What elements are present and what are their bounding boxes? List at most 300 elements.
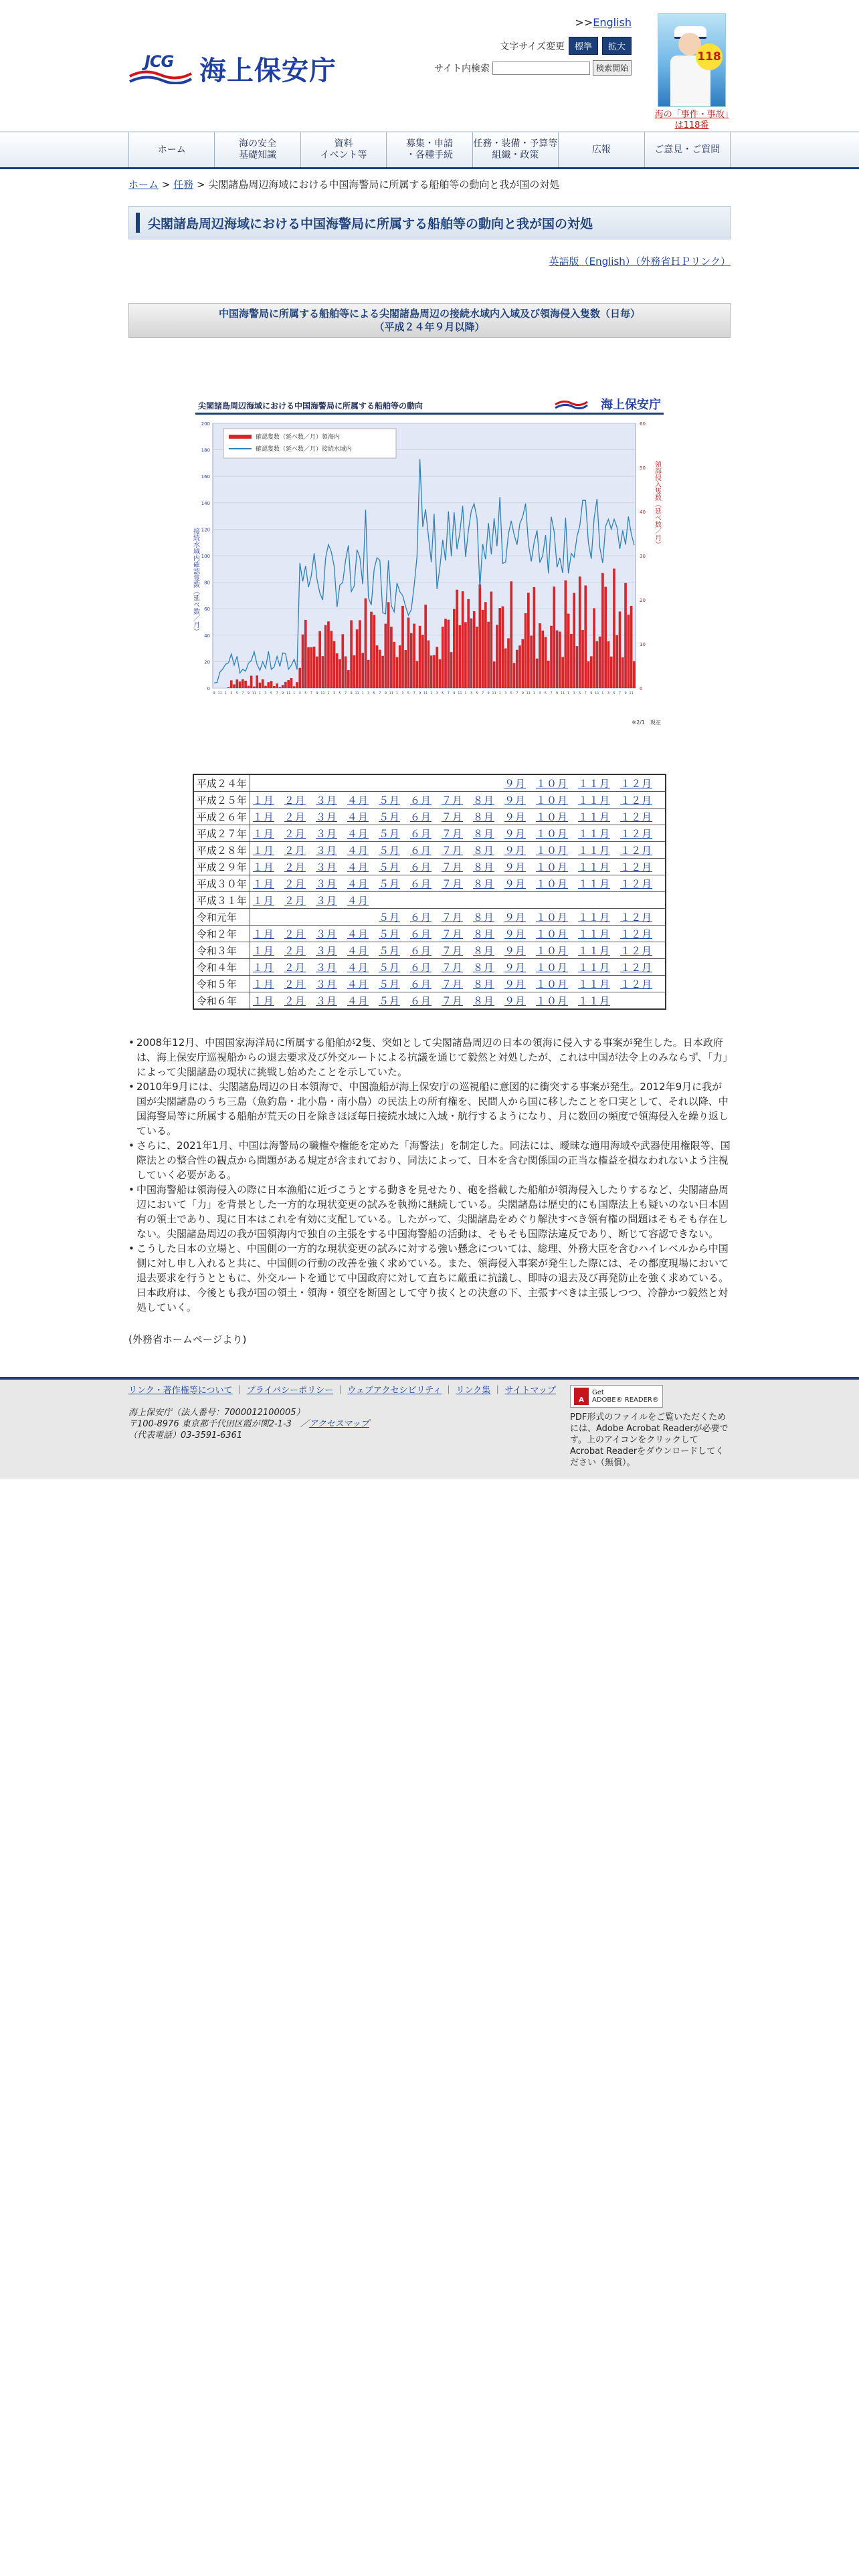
get-adobe-reader-button[interactable]: [570, 1385, 663, 1408]
territorial-bar: [401, 606, 404, 688]
x-tick-label: 3: [367, 691, 370, 695]
x-tick-label: 7: [516, 691, 518, 695]
footer-link-accessibility[interactable]: ウェブアクセシビリティ: [347, 1386, 442, 1396]
territorial-bar: [444, 619, 447, 688]
month-link[interactable]: １月: [252, 794, 274, 807]
month-link[interactable]: ５月: [378, 877, 400, 890]
month-link[interactable]: ３月: [315, 877, 337, 890]
territorial-bar: [415, 661, 418, 688]
month-link[interactable]: ３月: [315, 928, 337, 940]
month-link[interactable]: ３月: [315, 961, 337, 974]
month-link[interactable]: １２月: [620, 944, 653, 957]
territorial-bar: [613, 568, 615, 688]
month-link[interactable]: ７月: [442, 811, 464, 823]
month-link[interactable]: １月: [252, 994, 274, 1007]
wave-icon: [128, 70, 193, 84]
month-link[interactable]: ７月: [442, 911, 464, 924]
month-link[interactable]: ９月: [504, 877, 527, 890]
month-link[interactable]: ２月: [284, 861, 306, 873]
year-cell: 平成２５年: [193, 792, 250, 809]
territorial-bar: [233, 684, 235, 688]
territorial-bar: [230, 680, 233, 688]
month-link[interactable]: ９月: [504, 944, 527, 957]
month-link[interactable]: ９月: [504, 827, 527, 840]
month-link[interactable]: ４月: [347, 861, 369, 873]
month-link[interactable]: ６月: [409, 877, 432, 890]
month-link[interactable]: １２月: [620, 978, 653, 990]
month-link[interactable]: ７月: [442, 877, 464, 890]
month-link[interactable]: １２月: [620, 777, 653, 790]
month-link[interactable]: １月: [252, 944, 274, 957]
year-cell: 平成３１年: [193, 892, 250, 909]
month-link[interactable]: １０月: [536, 811, 569, 823]
promo-image: [658, 13, 726, 107]
territorial-bar: [436, 647, 438, 688]
month-link[interactable]: ５月: [378, 861, 400, 873]
month-link[interactable]: ９月: [504, 994, 527, 1007]
month-link[interactable]: １０月: [536, 777, 569, 790]
month-link[interactable]: ４月: [347, 978, 369, 990]
territorial-bar: [385, 624, 387, 688]
month-link[interactable]: ６月: [409, 827, 432, 840]
x-tick-label: 9: [247, 691, 250, 695]
territorial-bar: [239, 681, 242, 688]
left-tick-label: 140: [201, 500, 210, 506]
month-link[interactable]: ５月: [378, 928, 400, 940]
section-heading-line1: 中国海警局に所属する船舶等による尖閣諸島周辺の接続水域内入域及び領海侵入隻数（日毎）: [218, 308, 640, 320]
month-link[interactable]: ９月: [504, 861, 527, 873]
month-link[interactable]: ７月: [442, 861, 464, 873]
search-input[interactable]: [492, 62, 590, 75]
months-cell: [250, 976, 666, 992]
pdf-reader-area: [570, 1380, 731, 1469]
month-link[interactable]: １０月: [536, 978, 569, 990]
territorial-bar: [567, 614, 570, 688]
months-cell: [250, 926, 666, 942]
x-tick-label: 7: [550, 691, 553, 695]
month-link[interactable]: ４月: [347, 894, 369, 907]
month-link[interactable]: １２月: [620, 928, 653, 940]
month-link[interactable]: ３月: [315, 861, 337, 873]
month-link[interactable]: ４月: [347, 944, 369, 957]
month-link[interactable]: ３月: [315, 794, 337, 807]
month-link[interactable]: ９月: [504, 794, 527, 807]
month-link[interactable]: ２月: [284, 961, 306, 974]
footer-link-copyright[interactable]: リンク・著作権等について: [128, 1386, 233, 1396]
nav-missions-organization[interactable]: 任務・装備・予算等 組織・政策: [473, 132, 559, 167]
territorial-bar: [601, 573, 604, 688]
access-map-link[interactable]: アクセスマップ: [308, 1419, 369, 1429]
note-item: • 2008年12月、中国国家海洋局に所属する船舶が2隻、突如として尖閣諸島周辺の日本の領海に侵入する事案が発生した。日本政府は、海上保安庁巡視船からの退去要求及び外交ルートによる抗議を通じて毅然と対処したが、これは中国が法令上のみならず、「力」によって尖閣諸島の現状に挑戦し始めたことを示していた。: [128, 1035, 731, 1079]
nav-safety-basics[interactable]: 海の安全 基礎知識: [215, 132, 300, 167]
month-link[interactable]: １月: [252, 928, 274, 940]
footer-link-sitemap[interactable]: サイトマップ: [504, 1386, 557, 1396]
month-link[interactable]: ９月: [504, 777, 527, 790]
left-tick-label: 0: [207, 686, 210, 691]
left-tick-label: 80: [204, 580, 210, 586]
chart-image-brand: 海上保安庁: [601, 398, 661, 412]
month-link[interactable]: ６月: [409, 928, 432, 940]
x-tick-label: 3: [401, 691, 404, 695]
month-link[interactable]: １月: [252, 811, 274, 823]
month-link[interactable]: １１月: [578, 861, 611, 873]
month-link[interactable]: ２月: [284, 794, 306, 807]
table-row: [193, 892, 666, 909]
footer-link-privacy[interactable]: プライバシーポリシー: [246, 1386, 334, 1396]
month-link[interactable]: １０月: [536, 928, 569, 940]
territorial-bar: [484, 602, 487, 688]
month-link[interactable]: ６月: [409, 978, 432, 990]
nav-applications[interactable]: 募集・申請 ・各種手続: [387, 132, 472, 167]
x-tick-label: 11: [252, 691, 257, 695]
territorial-bar: [482, 610, 484, 688]
month-link[interactable]: ６月: [409, 911, 432, 924]
month-link[interactable]: ８月: [473, 861, 495, 873]
month-link[interactable]: ６月: [409, 844, 432, 857]
month-link[interactable]: １１月: [578, 877, 611, 890]
x-tick-label: 3: [332, 691, 336, 695]
territorial-bar: [322, 656, 324, 688]
year-cell: 令和３年: [193, 942, 250, 959]
x-tick-label: 1: [464, 691, 467, 695]
month-link[interactable]: ５月: [378, 794, 400, 807]
month-link[interactable]: ８月: [473, 811, 495, 823]
month-link[interactable]: ９月: [504, 961, 527, 974]
month-link[interactable]: ８月: [473, 928, 495, 940]
territorial-bar: [407, 618, 410, 688]
note-item: • さらに、2021年1月、中国は海警局の職権や権能を定めた「海警法」を制定した。同法には、曖昧な適用海域や武器使用権限等、国際法との整合性の観点から問題がある規定が含まれており、同法によって、日本を含む関係国の正当な権益を損なわれないよう注視していく必要がある。: [128, 1138, 731, 1182]
month-link[interactable]: ４月: [347, 811, 369, 823]
month-link[interactable]: １２月: [620, 861, 653, 873]
month-link[interactable]: １１月: [578, 961, 611, 974]
month-link[interactable]: ６月: [409, 794, 432, 807]
month-link[interactable]: ７月: [442, 827, 464, 840]
text-size-large-button[interactable]: 拡大: [602, 37, 632, 55]
text-size-control: [434, 37, 632, 55]
month-link[interactable]: １２月: [620, 794, 653, 807]
month-link[interactable]: １０月: [536, 911, 569, 924]
month-link[interactable]: ４月: [347, 994, 369, 1007]
territorial-bar: [550, 626, 553, 688]
month-link[interactable]: １１月: [578, 827, 611, 840]
month-link[interactable]: ８月: [473, 961, 495, 974]
x-tick-label: 3: [298, 691, 301, 695]
search-button[interactable]: 検索開始: [593, 60, 632, 76]
month-link[interactable]: １０月: [536, 844, 569, 857]
month-link[interactable]: ７月: [442, 961, 464, 974]
section-heading-line2: （平成２４年９月以降）: [374, 321, 485, 333]
site-logo[interactable]: [128, 49, 337, 88]
x-tick-label: 9: [453, 691, 456, 695]
month-link[interactable]: ３月: [315, 944, 337, 957]
x-tick-label: 9: [282, 691, 284, 695]
month-link[interactable]: ３月: [315, 827, 337, 840]
month-link[interactable]: １２月: [620, 961, 653, 974]
corp-number: 海上保安庁（法人番号：7000012100005）: [128, 1408, 305, 1418]
nav-home[interactable]: ホーム: [129, 132, 215, 167]
footer-link-links[interactable]: リンク集: [456, 1386, 491, 1396]
month-link[interactable]: ８月: [473, 911, 495, 924]
x-tick-label: 9: [350, 691, 353, 695]
month-link[interactable]: ３月: [315, 978, 337, 990]
x-tick-label: 3: [504, 691, 507, 695]
territorial-bar: [513, 663, 516, 688]
x-tick-label: 5: [304, 691, 307, 695]
months-cell: [250, 809, 666, 825]
month-link[interactable]: ２月: [284, 827, 306, 840]
nav-public-relations[interactable]: 広報: [559, 132, 644, 167]
territorial-bar: [516, 650, 518, 688]
x-tick-label: 7: [242, 691, 244, 695]
month-link[interactable]: ８月: [473, 844, 495, 857]
territorial-bar: [302, 635, 304, 688]
month-link[interactable]: ７月: [442, 994, 464, 1007]
x-tick-label: 11: [629, 691, 634, 695]
month-link[interactable]: ６月: [409, 944, 432, 957]
month-link[interactable]: ４月: [347, 844, 369, 857]
month-link[interactable]: １月: [252, 961, 274, 974]
site-footer: [0, 1377, 859, 1479]
month-link[interactable]: ５月: [378, 961, 400, 974]
left-tick-label: 60: [204, 607, 210, 613]
month-link[interactable]: ７月: [442, 978, 464, 990]
month-link[interactable]: ４月: [347, 827, 369, 840]
month-link[interactable]: １１月: [578, 777, 611, 790]
month-link[interactable]: ２月: [284, 928, 306, 940]
month-link[interactable]: ２月: [284, 811, 306, 823]
x-tick-label: 5: [235, 691, 238, 695]
promo-caption[interactable]: 海の「事件・事故」は118番: [654, 110, 729, 130]
chart-corner-note: ※2/1 現在: [632, 720, 661, 726]
month-link[interactable]: ６月: [409, 861, 432, 873]
text-size-standard-button[interactable]: 標準: [569, 37, 598, 55]
main-content: [128, 177, 731, 1346]
month-link[interactable]: ６月: [409, 961, 432, 974]
x-tick-label: 5: [510, 691, 512, 695]
territorial-bar: [250, 675, 253, 688]
month-link[interactable]: １月: [252, 844, 274, 857]
english-link[interactable]: English: [593, 16, 632, 29]
territorial-bar: [610, 657, 613, 688]
month-link[interactable]: ８月: [473, 877, 495, 890]
territorial-bar: [433, 655, 436, 688]
month-link[interactable]: ５月: [378, 944, 400, 957]
month-link[interactable]: ５月: [378, 811, 400, 823]
year-cell: 令和２年: [193, 926, 250, 942]
territorial-bar: [439, 659, 442, 688]
month-link[interactable]: ４月: [347, 794, 369, 807]
territorial-bar: [590, 656, 593, 688]
month-link[interactable]: ８月: [473, 994, 495, 1007]
english-version-link[interactable]: 英語版（English）（外務省ＨＰリンク）: [549, 255, 731, 267]
month-link[interactable]: ９月: [504, 928, 527, 940]
lang-prefix: >>: [575, 16, 593, 29]
emergency-118-banner[interactable]: [653, 13, 731, 131]
territorial-bar: [244, 681, 247, 688]
promo-badge: 118: [696, 43, 723, 70]
month-link[interactable]: ３月: [315, 811, 337, 823]
year-cell: 平成２７年: [193, 825, 250, 842]
month-link[interactable]: ８月: [473, 978, 495, 990]
month-link[interactable]: １２月: [620, 877, 653, 890]
territorial-bar: [464, 622, 467, 688]
jcg-logo-text: JCG: [145, 51, 174, 71]
year-cell: 令和元年: [193, 909, 250, 926]
month-link[interactable]: １０月: [536, 994, 569, 1007]
month-link[interactable]: １１月: [578, 911, 611, 924]
x-tick-label: 1: [258, 691, 262, 695]
month-link[interactable]: ９月: [504, 811, 527, 823]
month-link[interactable]: １月: [252, 827, 274, 840]
territorial-bar: [607, 641, 610, 688]
nav-feedback[interactable]: ご意見・ご質問: [645, 132, 731, 167]
month-link[interactable]: ７月: [442, 944, 464, 957]
month-link[interactable]: １０月: [536, 944, 569, 957]
x-tick-label: 7: [618, 691, 622, 695]
x-tick-label: 5: [407, 691, 410, 695]
pdf-badge-line1: Get: [592, 1389, 604, 1396]
month-link[interactable]: ７月: [442, 794, 464, 807]
month-link[interactable]: １２月: [620, 827, 653, 840]
month-link[interactable]: ４月: [347, 961, 369, 974]
year-cell: 平成２４年: [193, 774, 250, 792]
x-tick-label: 1: [498, 691, 501, 695]
territorial-bar: [504, 649, 507, 688]
month-link[interactable]: １１月: [578, 978, 611, 990]
territorial-bar: [496, 625, 498, 688]
month-link[interactable]: ２月: [284, 994, 306, 1007]
month-link[interactable]: ５月: [378, 978, 400, 990]
month-link[interactable]: ６月: [409, 994, 432, 1007]
month-link[interactable]: ４月: [347, 877, 369, 890]
x-tick-label: 7: [344, 691, 347, 695]
month-link[interactable]: ７月: [442, 844, 464, 857]
month-link[interactable]: １月: [252, 978, 274, 990]
month-link[interactable]: １０月: [536, 794, 569, 807]
territorial-bar: [313, 647, 316, 688]
territorial-bar: [307, 647, 310, 688]
month-link[interactable]: ２月: [284, 894, 306, 907]
month-link[interactable]: ４月: [347, 928, 369, 940]
months-cell: [250, 774, 666, 792]
nav-materials-events[interactable]: 資料 イベント等: [301, 132, 387, 167]
territorial-bar: [547, 661, 550, 688]
month-link[interactable]: １０月: [536, 861, 569, 873]
month-link[interactable]: ５月: [378, 911, 400, 924]
territorial-bar: [316, 657, 318, 688]
month-link[interactable]: １月: [252, 894, 274, 907]
search-label: サイト内検索: [434, 63, 490, 74]
left-tick-label: 180: [201, 447, 210, 453]
month-link[interactable]: ８月: [473, 944, 495, 957]
territorial-bar: [459, 625, 462, 688]
month-link[interactable]: １２月: [620, 911, 653, 924]
month-link[interactable]: １１月: [578, 994, 611, 1007]
territorial-bar: [327, 621, 330, 688]
month-link[interactable]: ３月: [315, 994, 337, 1007]
x-tick-label: 11: [389, 691, 394, 695]
territorial-bar: [324, 625, 327, 688]
breadcrumb-mission[interactable]: 任務: [173, 179, 194, 191]
month-link[interactable]: ９月: [504, 978, 527, 990]
x-tick-label: 3: [436, 691, 438, 695]
month-link[interactable]: １２月: [620, 811, 653, 823]
month-link[interactable]: ２月: [284, 944, 306, 957]
x-tick-label: 5: [613, 691, 615, 695]
month-link[interactable]: ８月: [473, 794, 495, 807]
page-title: 尖閣諸島周辺海域における中国海警局に所属する船舶等の動向と我が国の対処: [148, 216, 593, 231]
territorial-bar: [596, 641, 599, 688]
month-link[interactable]: １月: [252, 861, 274, 873]
territorial-bar: [619, 611, 622, 688]
territorial-bar: [273, 686, 276, 688]
month-link[interactable]: ８月: [473, 827, 495, 840]
territorial-bar: [507, 638, 510, 688]
territorial-bar: [339, 659, 341, 688]
month-link[interactable]: ２月: [284, 844, 306, 857]
month-link[interactable]: １月: [252, 877, 274, 890]
month-link[interactable]: １１月: [578, 928, 611, 940]
left-tick-label: 120: [201, 527, 210, 533]
month-link[interactable]: ２月: [284, 978, 306, 990]
month-link[interactable]: １０月: [536, 877, 569, 890]
month-link[interactable]: １０月: [536, 961, 569, 974]
month-link[interactable]: ６月: [409, 811, 432, 823]
month-link[interactable]: ３月: [315, 844, 337, 857]
territorial-bar: [248, 686, 250, 688]
month-link[interactable]: ９月: [504, 911, 527, 924]
territorial-bar: [624, 583, 627, 688]
right-tick-label: 10: [640, 642, 646, 647]
x-tick-label: 9: [213, 691, 215, 695]
territorial-bar: [533, 587, 536, 688]
month-link[interactable]: １０月: [536, 827, 569, 840]
left-tick-label: 20: [204, 659, 210, 665]
territorial-bar: [518, 645, 521, 688]
month-link[interactable]: ２月: [284, 877, 306, 890]
territorial-bar: [345, 656, 347, 688]
year-cell: 平成３０年: [193, 875, 250, 892]
x-tick-label: 7: [310, 691, 312, 695]
month-link[interactable]: ５月: [378, 994, 400, 1007]
x-tick-label: 1: [293, 691, 296, 695]
month-link[interactable]: １１月: [578, 844, 611, 857]
territorial-bar: [410, 633, 413, 688]
footer-links: リンク・著作権等について ｜ プライバシーポリシー ｜ ウェブアクセシビリティ ｜ リンク集 ｜ サイトマップ: [128, 1386, 557, 1396]
territorial-bar: [279, 687, 282, 688]
breadcrumb-home[interactable]: ホーム: [128, 179, 159, 191]
month-link[interactable]: １１月: [578, 794, 611, 807]
territorial-bar: [330, 631, 332, 688]
month-link[interactable]: ５月: [378, 827, 400, 840]
month-link[interactable]: ９月: [504, 844, 527, 857]
site-header: [0, 0, 859, 132]
month-link[interactable]: １１月: [578, 811, 611, 823]
month-link[interactable]: １２月: [620, 844, 653, 857]
month-link[interactable]: ７月: [442, 928, 464, 940]
x-tick-label: 1: [395, 691, 399, 695]
month-link[interactable]: １１月: [578, 944, 611, 957]
right-tick-label: 20: [640, 598, 646, 603]
x-tick-label: 1: [361, 691, 364, 695]
month-link[interactable]: ５月: [378, 844, 400, 857]
x-tick-label: 3: [264, 691, 267, 695]
source-note: (外務省ホームページより): [128, 1333, 247, 1346]
territorial-bar: [290, 678, 293, 688]
header-tools: [434, 16, 632, 76]
x-tick-label: 9: [590, 691, 593, 695]
month-link[interactable]: ３月: [315, 894, 337, 907]
